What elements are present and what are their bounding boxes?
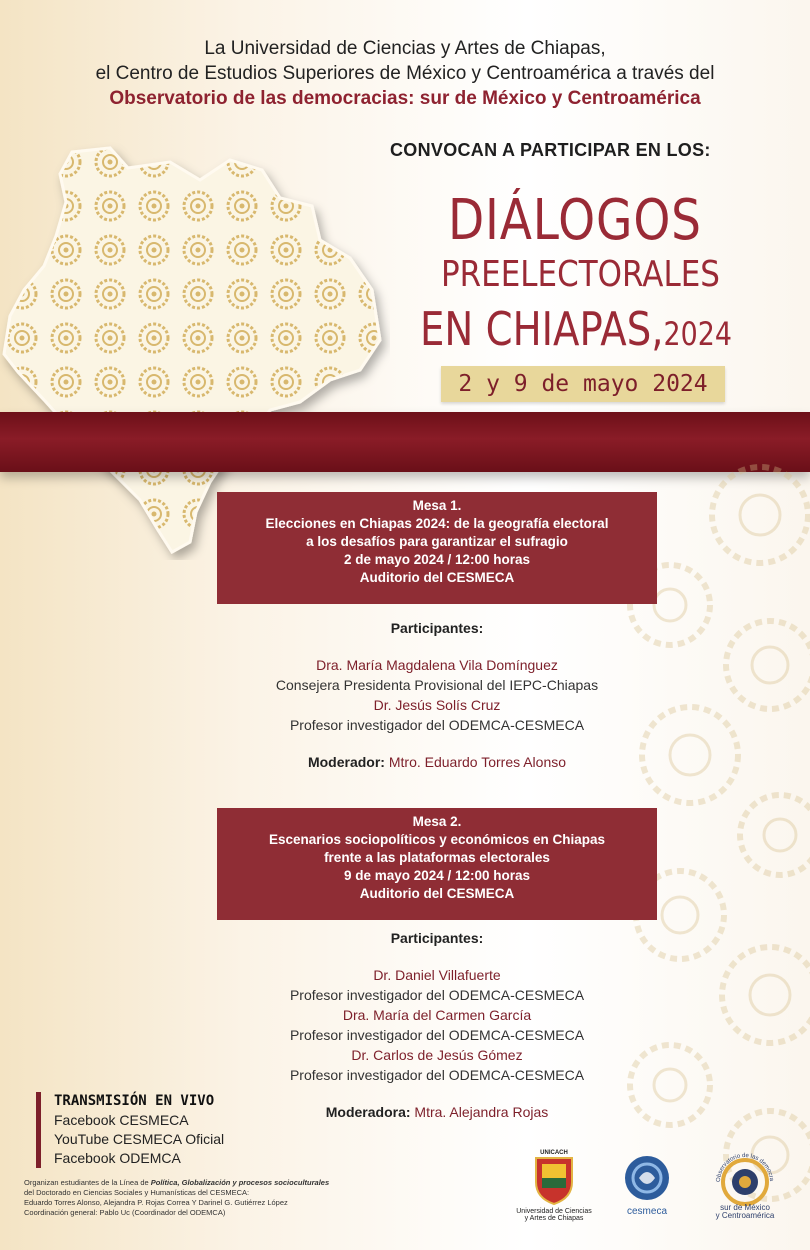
mesa1-participant-2-name: Dr. Jesús Solís Cruz: [373, 697, 501, 713]
mesa1-where: Auditorio del CESMECA: [359, 570, 515, 585]
title-year: 2024: [663, 315, 732, 353]
unicach-logo-line2: y Artes de Chiapas: [524, 1215, 584, 1222]
mesa2-participant-1-role: Profesor investigador del ODEMCA-CESMECA: [289, 987, 585, 1003]
title-en-chiapas: [420, 302, 732, 356]
live-stream-info: [36, 1092, 224, 1168]
credits-line4: Coordinación general: Pablo Uc (Coordinador del ODEMCA): [24, 1208, 226, 1217]
credits-line1-b: Política, Globalización y procesos socioculturales: [150, 1178, 330, 1187]
unicach-shield-logo: [528, 1146, 580, 1206]
mesa2-participant-3-name: Dr. Carlos de Jesús Gómez: [351, 1047, 523, 1063]
odemca-logo-line2: y Centroamérica: [715, 1211, 775, 1220]
unicach-logo-line1: Universidad de Ciencias: [516, 1208, 592, 1215]
header-line-2: el Centro de Estudios Superiores de México y Centroamérica a través del: [95, 63, 715, 84]
live-stream-channel-2: YouTube CESMECA Oficial: [54, 1131, 225, 1147]
mesa1-title-line2: a los desafíos para garantizar el sufragio: [306, 534, 568, 549]
odemca-logo-line1: sur de México: [720, 1203, 770, 1212]
mesa2-participant-3-role: Profesor investigador del ODEMCA-CESMECA: [289, 1067, 585, 1083]
mesa2-participant-list: [217, 965, 657, 1085]
cesmeca-logo-text: cesmeca: [626, 1206, 667, 1217]
mesa1-participant-2-role: Profesor investigador del ODEMCA-CESMECA: [289, 717, 585, 733]
mesa1-participant-1-role: Consejera Presidenta Provisional del IEPC-Chiapas: [275, 677, 599, 693]
title-preelectorales: PREELECTORALES: [441, 254, 720, 295]
mesa2-heading: Mesa 2.: [412, 814, 462, 829]
mesa1-box: [217, 492, 657, 604]
mesa1-moderator: [217, 754, 657, 770]
header-line-1: La Universidad de Ciencias y Artes de Chiapas,: [204, 38, 606, 59]
credits-line2: del Doctorado en Ciencias Sociales y Humanísticas del CESMECA:: [24, 1188, 250, 1197]
date-banner: 2 y 9 de mayo 2024: [441, 366, 725, 402]
title-en-chiapas-main: EN CHIAPAS,: [420, 302, 664, 356]
mesa2-title-line2: frente a las plataformas electorales: [324, 850, 550, 865]
cesmeca-logo: [621, 1154, 673, 1202]
mesa2-when: 9 de mayo 2024 / 12:00 horas: [343, 868, 531, 883]
live-stream-channel-3: Facebook ODEMCA: [54, 1150, 181, 1166]
unicach-logo-text: [512, 1208, 596, 1222]
credits-line1-a: Organizan estudiantes de la Línea de: [24, 1178, 151, 1187]
odemca-logo-text: [705, 1204, 785, 1220]
live-stream-channel-1: Facebook CESMECA: [54, 1112, 189, 1128]
mesa2-title-line1: Escenarios sociopolíticos y económicos en Chiapas: [268, 832, 606, 847]
mesa1-moderator-name: Mtro. Eduardo Torres Alonso: [388, 754, 567, 770]
live-stream-title: TRANSMISIÓN EN VIVO: [54, 1093, 215, 1109]
mesa1-participant-list: [217, 655, 657, 735]
unicach-logo-top: UNICACH: [540, 1150, 568, 1156]
mesa2-moderator-label: Moderadora:: [325, 1104, 411, 1120]
odemca-logo: [710, 1150, 780, 1206]
mesa2-participant-2-role: Profesor investigador del ODEMCA-CESMECA: [289, 1027, 585, 1043]
mesa1-title-line1: Elecciones en Chiapas 2024: de la geografía electoral: [265, 516, 609, 531]
mesa1-moderator-label: Moderador:: [307, 754, 385, 770]
mesa2-box: [217, 808, 657, 920]
header-line-3: Observatorio de las democracias: sur de México y Centroamérica: [109, 88, 701, 109]
odemca-logo-ring-text: Observatorio de las democra: [715, 1152, 775, 1183]
mesa1-heading: Mesa 1.: [412, 498, 462, 513]
credits-line3: Eduardo Torres Alonso, Alejandra P. Rojas Correa Y Darinel G. Gutiérrez López: [24, 1198, 288, 1207]
convocan-heading: CONVOCAN A PARTICIPAR EN LOS:: [390, 140, 711, 160]
mesa2-moderator-name: Mtra. Alejandra Rojas: [414, 1104, 549, 1120]
mesa2-moderator: [217, 1104, 657, 1120]
mesa2-participant-1-name: Dr. Daniel Villafuerte: [373, 967, 501, 983]
mesa2-participant-2-name: Dra. María del Carmen García: [342, 1007, 532, 1023]
mesa1-participants-label: Participantes:: [390, 620, 484, 636]
mesa1-when: 2 de mayo 2024 / 12:00 horas: [343, 552, 531, 567]
mesa1-participant-1-name: Dra. María Magdalena Vila Domínguez: [316, 657, 558, 673]
mesa2-participants-label: Participantes:: [390, 930, 484, 946]
credits-block: [24, 1178, 384, 1218]
mesa2-where: Auditorio del CESMECA: [359, 886, 515, 901]
title-dialogos: DIÁLOGOS: [448, 188, 702, 253]
